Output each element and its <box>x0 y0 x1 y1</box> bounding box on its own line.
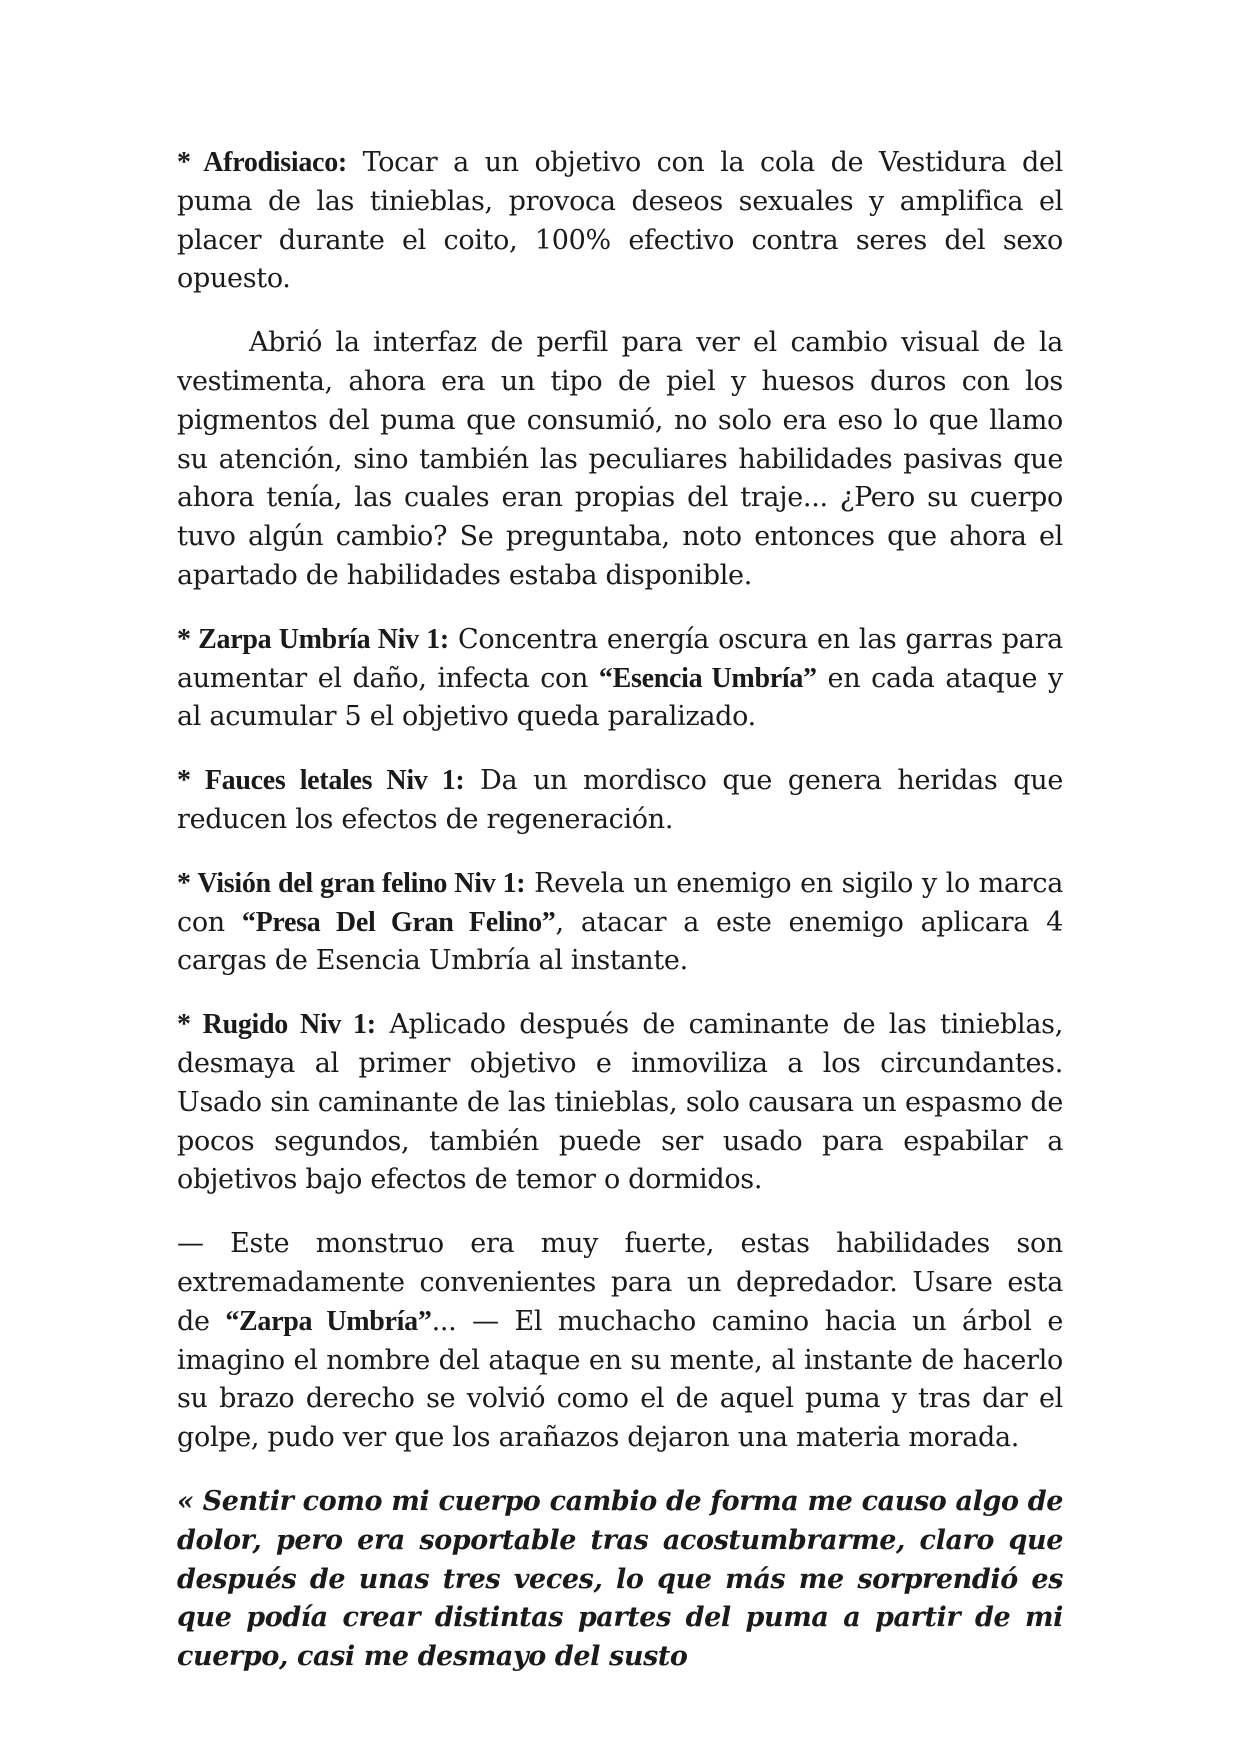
skill-vision-name: * Visión del gran felino Niv 1: <box>177 867 526 899</box>
skill-fauces-paragraph <box>177 762 1063 840</box>
skill-afrodisiaco-paragraph <box>177 144 1063 299</box>
dialogue-paragraph <box>177 1225 1063 1458</box>
page-body <box>177 144 1063 1702</box>
skill-zarpa-name: * Zarpa Umbría Niv 1: <box>177 623 449 655</box>
skill-zarpa-highlight: “Esencia Umbría” <box>598 662 817 694</box>
inner-thought-paragraph: « Sentir como mi cuerpo cambio de forma me causo algo de dolor, pero era soportable tras acostumbrarme, claro que después de unas tres veces, lo que más me sorprendió es que podía crear distintas partes del puma a partir de mi cuerpo, casi me desmayo del susto <box>177 1485 1063 1673</box>
narration-paragraph: Abrió la interfaz de perfil para ver el cambio visual de la vestimenta, ahora era un tipo de piel y huesos duros con los pigmentos del puma que consumió, no solo era eso lo que llamo su atención, sino también las peculiares habilidades pasivas que ahora tenía, las cuales eran propias del traje... ¿Pero su cuerpo tuvo algún cambio? Se preguntaba, noto entonces que ahora el apartado de habilidades estaba disponible. <box>177 327 1063 591</box>
skill-rugido-text: Aplicado después de caminante de las tinieblas, desmaya al primer objetivo e inmoviliza a los circundantes. Usado sin caminante de las tinieblas, solo causara un espasmo de pocos segundos, también puede ser usado para espabilar a objetivos bajo efectos de temor o dormidos. <box>177 1009 1063 1196</box>
skill-vision-paragraph <box>177 865 1063 981</box>
skill-afrodisiaco-name: * Afrodisiaco: <box>177 147 347 178</box>
skill-zarpa-text-a: Concentra energía oscura en las garras para aumentar el daño, infecta con <box>177 623 1063 694</box>
skill-afrodisiaco-text: Tocar a un objetivo con la cola de Vestidura del puma de las tinieblas, provoca deseos sexuales y amplifica el placer durante el coito, 100% efectivo contra seres del sexo opuesto. <box>177 147 1063 295</box>
dialogue-text-a: — Este monstruo era muy fuerte, estas habilidades son extremadamente convenientes para un depredador. Usare esta de <box>177 1228 1063 1337</box>
skill-rugido-paragraph <box>177 1006 1063 1200</box>
skill-vision-text-b: , atacar a este enemigo aplicara 4 cargas de Esencia Umbría al instante. <box>177 906 1064 977</box>
skill-vision-text-a: Revela un enemigo en sigilo y lo marca con <box>177 867 1064 938</box>
skill-vision-highlight: “Presa Del Gran Felino” <box>241 906 556 938</box>
skill-rugido-name: * Rugido Niv 1: <box>177 1009 376 1041</box>
skill-fauces-text: Da un mordisco que genera heridas que reducen los efectos de regeneración. <box>177 765 1063 835</box>
dialogue-highlight: “Zarpa Umbría” <box>225 1305 432 1337</box>
dialogue-text-b: ... — El muchacho camino hacia un árbol e imagino el nombre del ataque en su mente, al instante de hacerlo su brazo derecho se volvió como el de aquel puma y tras dar el golpe, pudo ver que los arañazos dejaron una materia morada. <box>177 1305 1063 1454</box>
skill-zarpa-paragraph <box>177 621 1063 737</box>
skill-zarpa-text-b: en cada ataque y al acumular 5 el objetivo queda paralizado. <box>177 662 1063 733</box>
skill-fauces-name: * Fauces letales Niv 1: <box>177 765 465 797</box>
